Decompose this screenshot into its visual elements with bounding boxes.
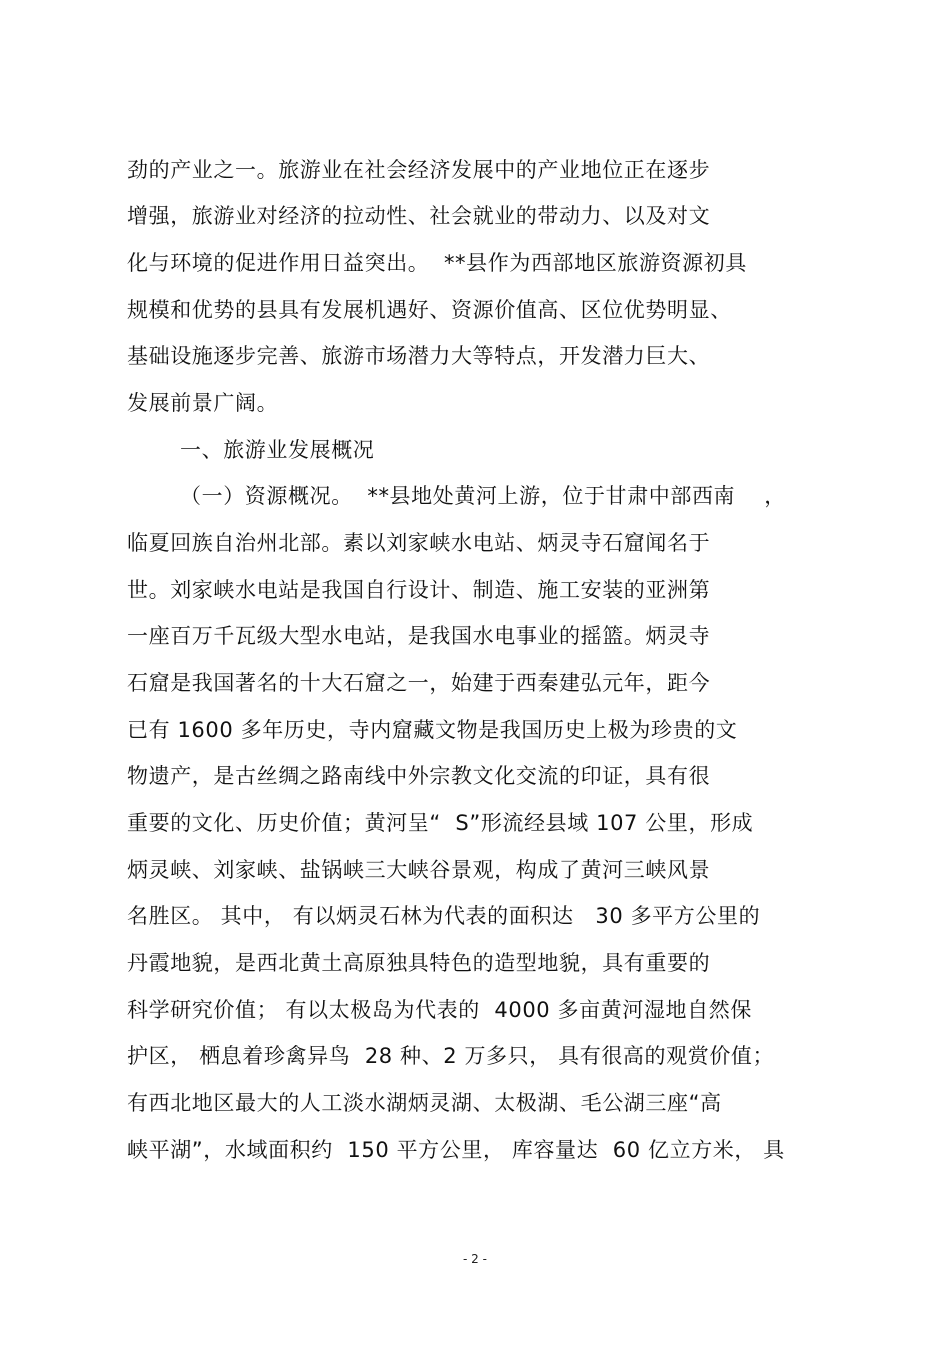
text-line: 临夏回族自治州北部。素以刘家峡水电站、炳灵寺石窟闻名于 — [127, 531, 711, 555]
subsection-heading-line: （一）资源概况。 **县地处黄河上游，位于甘肃中部西南 ， — [180, 484, 786, 508]
text-line: 已有 1600 多年历史，寺内窟藏文物是我国历史上极为珍贵的文 — [127, 718, 738, 742]
text-line: 规模和优势的县具有发展机遇好、资源价值高、区位优势明显、 — [127, 298, 732, 322]
text-line: 丹霞地貌，是西北黄土高原独具特色的造型地貌，具有重要的 — [127, 951, 711, 975]
text-line: 一座百万千瓦级大型水电站，是我国水电事业的摇篮。炳灵寺 — [127, 624, 711, 648]
text-line: 化与环境的促进作用日益突出。 **县作为西部地区旅游资源初具 — [127, 251, 747, 275]
text-line: 劲的产业之一。旅游业在社会经济发展中的产业地位正在逐步 — [127, 158, 711, 182]
text-line: 有西北地区最大的人工淡水湖炳灵湖、太极湖、毛公湖三座“高 — [127, 1091, 722, 1115]
text-line: 物遗产，是古丝绸之路南线中外宗教文化交流的印证，具有很 — [127, 764, 711, 788]
text-line: 增强，旅游业对经济的拉动性、社会就业的带动力、以及对文 — [127, 204, 711, 228]
text-line: 护区， 栖息着珍禽异鸟 28 种、2 万多只， 具有很高的观赏价值； — [127, 1044, 775, 1068]
section-heading: 一、旅游业发展概况 — [180, 438, 375, 462]
text-line: 世。刘家峡水电站是我国自行设计、制造、施工安装的亚洲第 — [127, 578, 711, 602]
text-line: 炳灵峡、刘家峡、盐锅峡三大峡谷景观，构成了黄河三峡风景 — [127, 858, 711, 882]
text-line: 发展前景广阔。 — [127, 391, 279, 415]
text-line: 石窟是我国著名的十大石窟之一，始建于西秦建弘元年，距今 — [127, 671, 711, 695]
text-line: 名胜区。 其中， 有以炳灵石林为代表的面积达 30 多平方公里的 — [127, 904, 761, 928]
text-line: 基础设施逐步完善、旅游市场潜力大等特点，开发潜力巨大、 — [127, 344, 711, 368]
page-number: - 2 - — [463, 1252, 487, 1266]
text-line: 重要的文化、历史价值；黄河呈“ S”形流经县域 107 公里，形成 — [127, 811, 754, 835]
text-line: 科学研究价值； 有以太极岛为代表的 4000 多亩黄河湿地自然保 — [127, 998, 752, 1022]
text-line: 峡平湖”，水域面积约 150 平方公里， 库容量达 60 亿立方米， 具 — [127, 1138, 785, 1162]
